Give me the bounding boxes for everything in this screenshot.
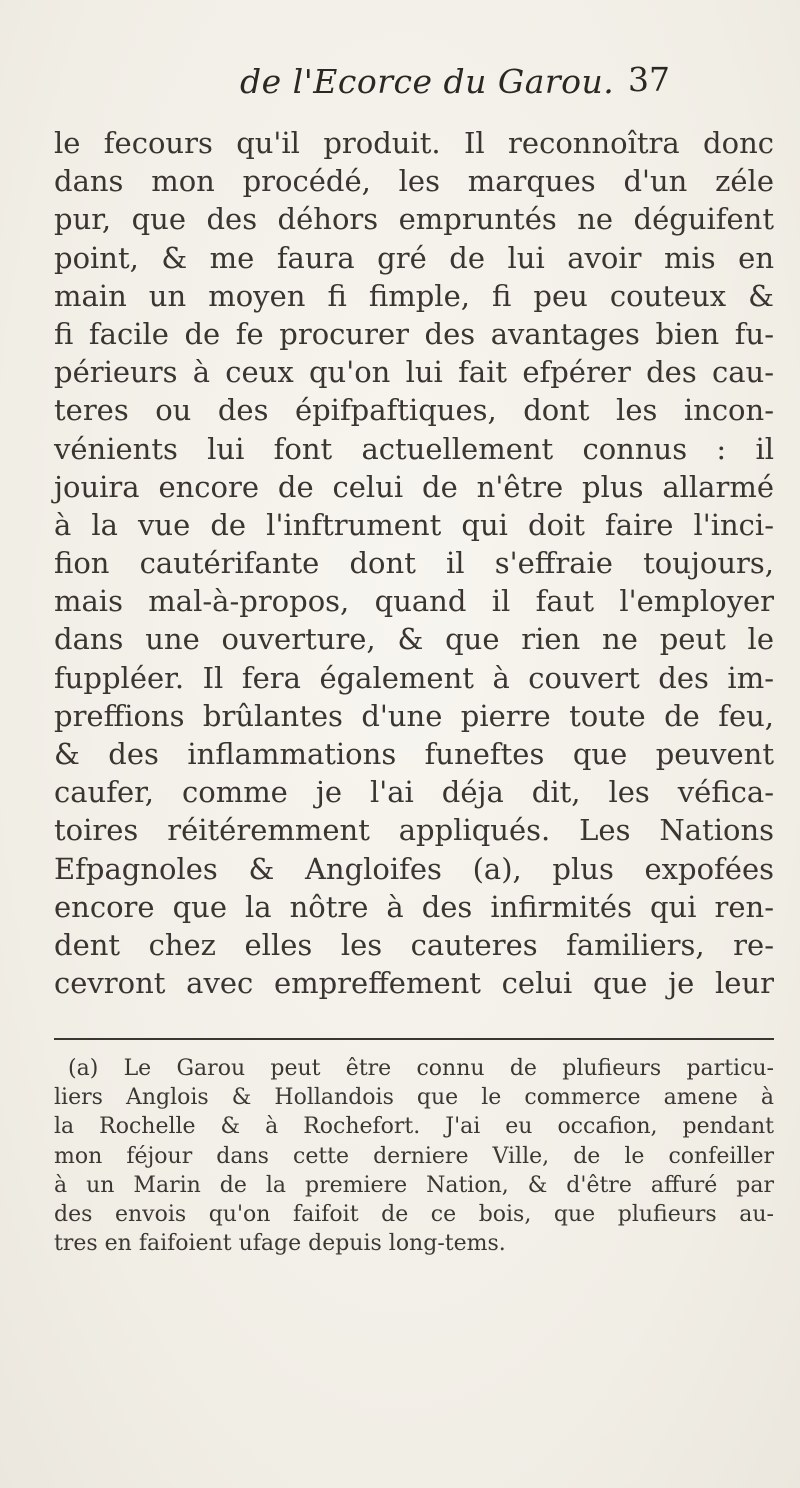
text-line: dans mon procédé, les marques d'un zéle (54, 164, 774, 199)
footnote-line: tres en faifoient ufage depuis long-tems. (54, 1231, 506, 1257)
text-line: preffions brûlantes d'une pierre toute de feu, (54, 698, 774, 733)
footnote-line: la Rochelle & à Rochefort. J'ai eu occafion, pendant (54, 1114, 774, 1140)
text-line: teres ou des épifpaftiques, dont les incon- (54, 393, 774, 428)
text-line: jouira encore de celui de n'être plus allarmé (54, 469, 774, 504)
text-line: fion cautérifante dont il s'effraie toujours, (54, 546, 774, 581)
footnote-line: à un Marin de la premiere Nation, & d'être affuré par (54, 1172, 774, 1198)
text-line: toires réitéremment appliqués. Les Nations (54, 813, 774, 848)
text-line: mais mal-à-propos, quand il faut l'employer (54, 584, 774, 619)
text-line: fi facile de fe procurer des avantages bien fu- (54, 316, 774, 351)
text-line: Efpagnoles & Angloifes (a), plus expofées (54, 851, 774, 886)
text-line: & des inflammations funeftes que peuvent (54, 737, 774, 771)
footnote-line: des envois qu'on faifoit de ce bois, que plufieurs au- (54, 1201, 774, 1227)
footnote-line: (a) Le Garou peut être connu de plufieurs particu- (68, 1056, 774, 1081)
text-line: cevront avec empreffement celui que je leur (54, 966, 774, 1001)
text-line: fuppléer. Il fera également à couvert des im- (54, 660, 774, 695)
text-line: périeurs à ceux qu'on lui fait efpérer des cau- (54, 355, 774, 390)
text-line: dent chez elles les cauteres familiers, re- (54, 927, 774, 962)
text-line: point, & me faura gré de lui avoir mis en (54, 240, 774, 275)
text-line: le fecours qu'il produit. Il reconnoîtra donc (54, 126, 774, 160)
text-line: encore que la nôtre à des infirmités qui ren- (54, 889, 774, 924)
footnote-divider (54, 1038, 774, 1040)
running-title: de l'Ecorce du Garou. (240, 62, 615, 101)
text-line: caufer, comme je l'ai déja dit, les véfica- (54, 775, 774, 810)
text-line: main un moyen fi fimple, fi peu couteux & (54, 278, 774, 313)
text-line: vénients lui font actuellement connus : il (54, 431, 774, 466)
footnote-line: liers Anglois & Hollandois que le commerce amene à (54, 1085, 774, 1111)
text-line: à la vue de l'inftrument qui doit faire l'inci- (54, 507, 774, 542)
page-number: 37 (628, 60, 670, 99)
footnote (54, 1054, 774, 1258)
text-line: dans une ouverture, & que rien ne peut le (54, 622, 774, 657)
footnote-line: mon féjour dans cette derniere Ville, de le confeiller (54, 1143, 774, 1169)
text-line: pur, que des déhors empruntés ne déguifent (54, 202, 774, 237)
main-text (54, 124, 774, 1002)
